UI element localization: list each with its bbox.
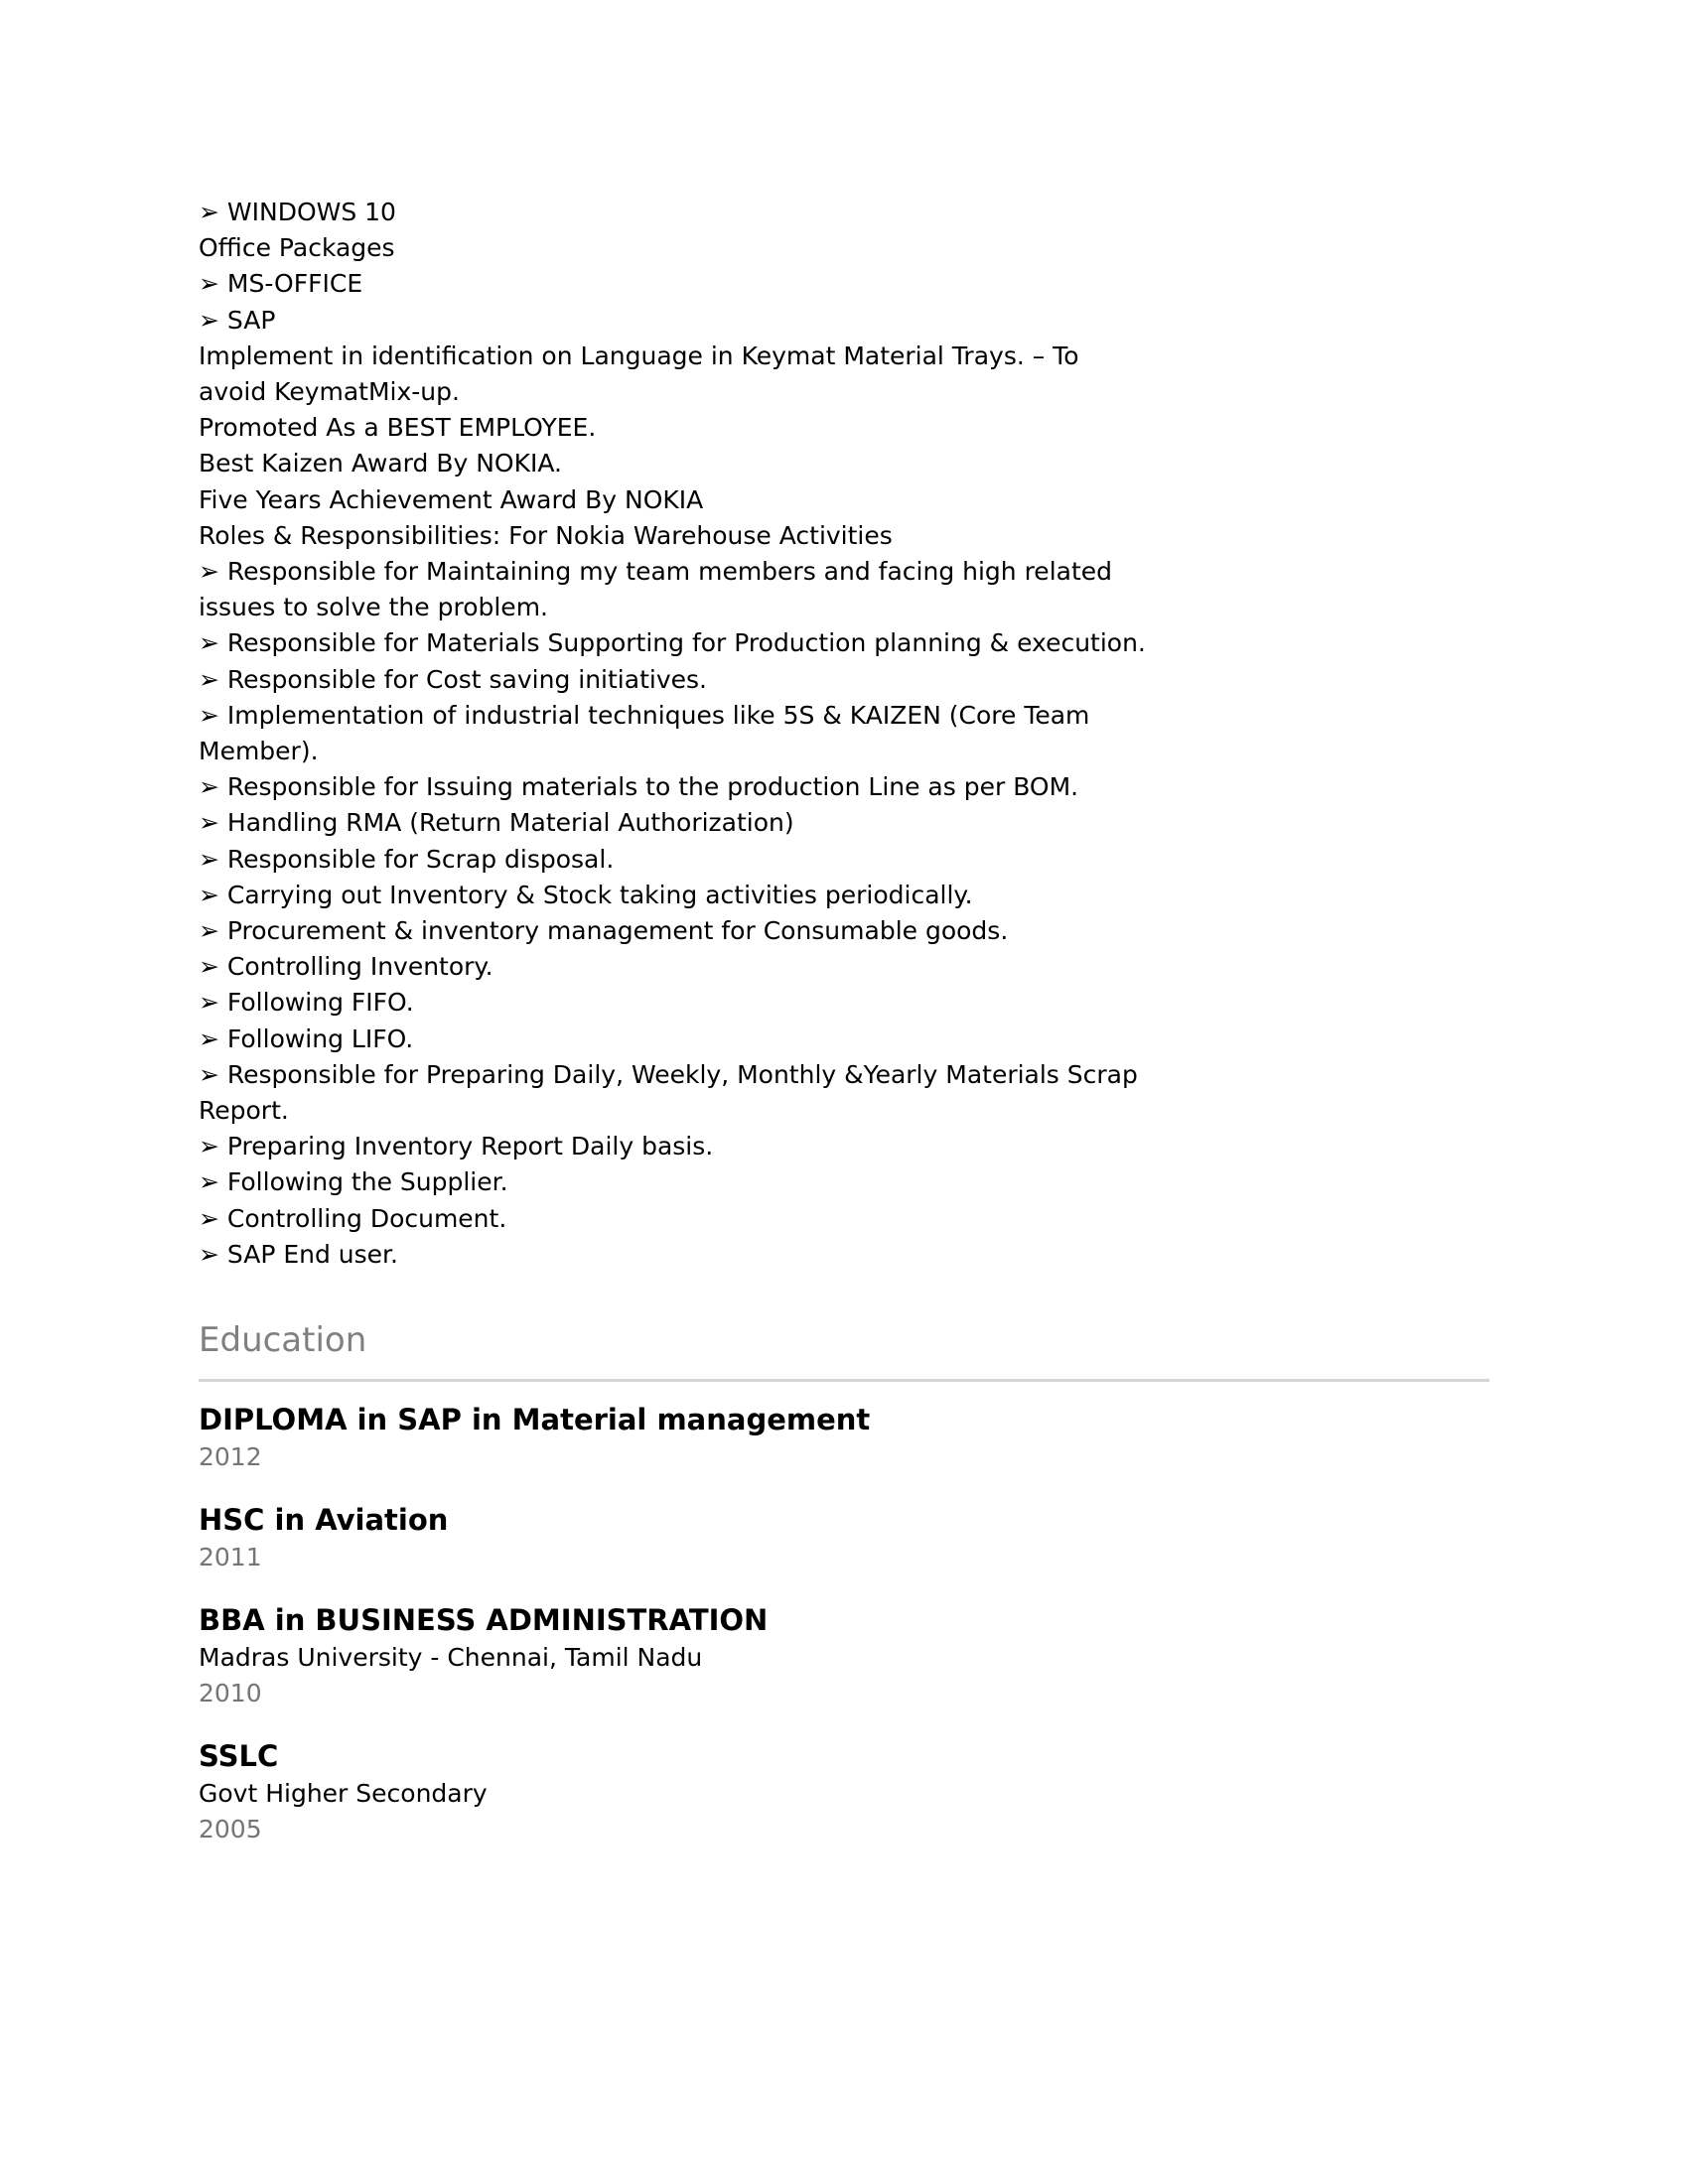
resume-body: [199, 195, 1489, 1273]
education-heading: Education: [199, 1320, 367, 1360]
education-item: [199, 1400, 1489, 1475]
text-line: ➢ Preparing Inventory Report Daily basis.: [199, 1132, 714, 1161]
text-line: Office Packages: [199, 233, 395, 263]
text-line: ➢ Controlling Document.: [199, 1203, 507, 1233]
text-line: Implement in identification on Language in Keymat Material Trays. – To: [199, 341, 1079, 370]
institution-name: Govt Higher Secondary: [199, 1779, 488, 1808]
text-line: Best Kaizen Award By NOKIA.: [199, 449, 562, 478]
text-line: ➢ MS-OFFICE: [199, 269, 363, 299]
degree-title: HSC in Aviation: [199, 1503, 449, 1537]
text-line: ➢ Responsible for Scrap disposal.: [199, 844, 615, 874]
text-line: ➢ Responsible for Preparing Daily, Weekly, Monthly &Yearly Materials Scrap: [199, 1059, 1138, 1089]
text-line: ➢ Procurement & inventory management for Consumable goods.: [199, 916, 1009, 946]
text-line: ➢ SAP: [199, 305, 276, 335]
degree-year: 2012: [199, 1442, 262, 1471]
text-line: Report.: [199, 1096, 289, 1126]
text-line: ➢ Following FIFO.: [199, 988, 414, 1018]
text-line: ➢ Implementation of industrial techniques like 5S & KAIZEN (Core Team: [199, 700, 1090, 730]
text-line: ➢ Handling RMA (Return Material Authorization): [199, 808, 794, 838]
degree-year: 2005: [199, 1815, 262, 1843]
institution-name: Madras University - Chennai, Tamil Nadu: [199, 1643, 703, 1672]
section-divider: [199, 1379, 1489, 1382]
text-line: ➢ Responsible for Issuing materials to the production Line as per BOM.: [199, 772, 1079, 802]
text-line: ➢ Responsible for Materials Supporting for Production planning & execution.: [199, 628, 1146, 658]
degree-year: 2010: [199, 1679, 262, 1707]
text-line: ➢ Controlling Inventory.: [199, 952, 493, 982]
text-line: ➢ Carrying out Inventory & Stock taking activities periodically.: [199, 880, 973, 909]
education-section: [199, 1318, 1489, 1872]
text-line: ➢ Responsible for Cost saving initiatives.: [199, 664, 707, 694]
text-line: Promoted As a BEST EMPLOYEE.: [199, 413, 597, 443]
degree-title: DIPLOMA in SAP in Material management: [199, 1403, 871, 1436]
education-item: [199, 1600, 1489, 1711]
text-line: issues to solve the problem.: [199, 593, 548, 622]
degree-title: BBA in BUSINESS ADMINISTRATION: [199, 1603, 769, 1637]
degree-title: SSLC: [199, 1739, 279, 1773]
text-line: Five Years Achievement Award By NOKIA: [199, 484, 704, 514]
text-line: Member).: [199, 737, 319, 766]
text-line: ➢ Following the Supplier.: [199, 1167, 508, 1197]
text-line: ➢ Following LIFO.: [199, 1024, 414, 1053]
education-list: [199, 1400, 1489, 1847]
text-line: ➢ SAP End user.: [199, 1239, 398, 1269]
text-line: ➢ Responsible for Maintaining my team members and facing high related: [199, 557, 1113, 587]
degree-year: 2011: [199, 1543, 262, 1571]
text-line: Roles & Responsibilities: For Nokia Warehouse Activities: [199, 520, 893, 550]
education-item: [199, 1736, 1489, 1847]
text-line: ➢ WINDOWS 10: [199, 198, 396, 226]
text-line: avoid KeymatMix-up.: [199, 377, 460, 407]
education-item: [199, 1500, 1489, 1575]
